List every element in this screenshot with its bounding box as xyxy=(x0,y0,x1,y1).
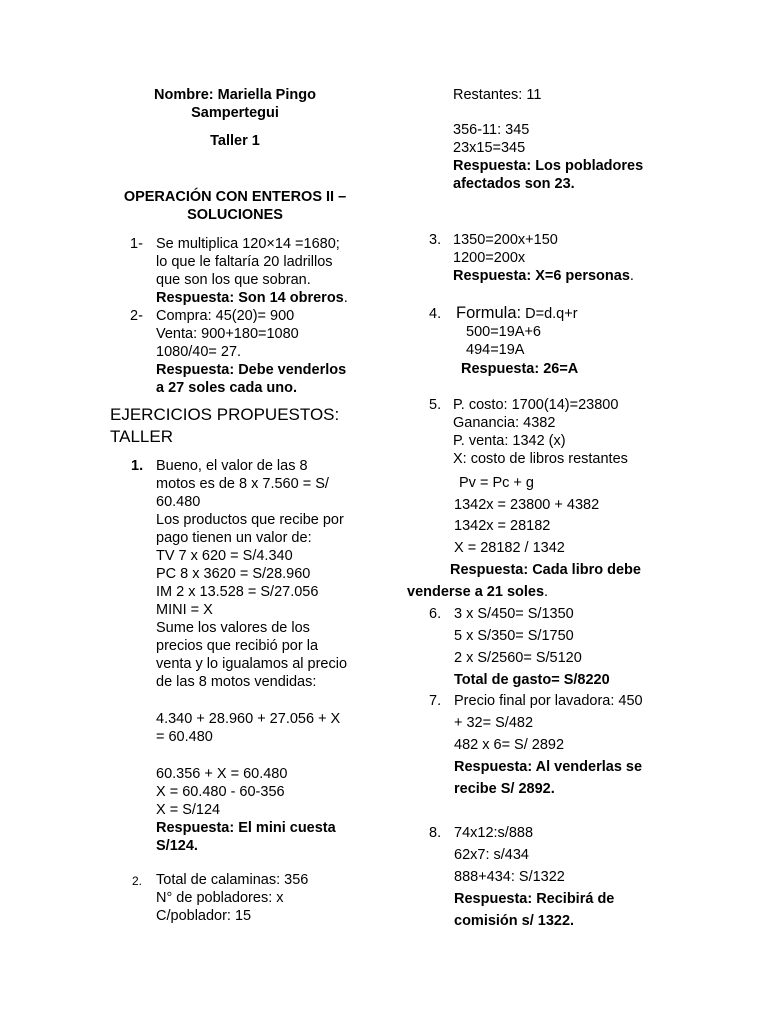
formula-text: D=d.q+r xyxy=(521,306,578,322)
exercise-text xyxy=(453,121,643,193)
text-line: Sume los valores de los xyxy=(156,620,310,636)
answer-text: afectados son 23. xyxy=(453,176,575,192)
equation-line: 1342x = 23800 + 4382 xyxy=(454,497,600,513)
text-line: Los productos que recibe por xyxy=(156,512,344,528)
section-title-line1: OPERACIÓN CON ENTEROS II – xyxy=(123,189,347,205)
text-line: Venta: 900+180=1080 xyxy=(156,326,299,342)
text-line: Bueno, el valor de las 8 xyxy=(156,458,308,474)
answer-text: comisión s/ 1322. xyxy=(454,913,575,929)
text-line: venta y lo igualamos al precio xyxy=(156,656,348,672)
text-line: Ganancia: 4382 xyxy=(453,415,556,431)
equation-line: 1342x = 28182 xyxy=(454,518,551,534)
equation-line: X = 28182 / 1342 xyxy=(454,540,565,556)
heading-line: TALLER xyxy=(110,427,173,446)
answer-text: Respuesta: Los pobladores xyxy=(453,158,644,174)
list-number: 7. xyxy=(429,693,442,709)
text-line: 74x12:s/888 xyxy=(454,825,534,841)
exercise-text xyxy=(453,396,628,468)
exercise-text xyxy=(453,231,634,285)
text-line: precios que recibió por la xyxy=(156,638,319,654)
answer-text: Respuesta: Al venderlas se xyxy=(454,759,643,775)
text-line: Compra: 45(20)= 900 xyxy=(156,308,295,324)
equation-block-1 xyxy=(156,710,340,746)
exercise-text xyxy=(156,871,308,925)
equation-line: X = S/124 xyxy=(156,802,221,818)
text-line: 494=19A xyxy=(466,342,525,358)
text-line: 482 x 6= S/ 2892 xyxy=(454,737,565,753)
section-title-line2: SOLUCIONES xyxy=(187,207,283,223)
text-line: 1080/40= 27. xyxy=(156,344,242,360)
answer-text: Total de gasto= S/8220 xyxy=(454,672,610,688)
formula-line xyxy=(456,303,578,324)
text-line: IM 2 x 13.528 = S/27.056 xyxy=(156,584,319,600)
taller-label: Taller 1 xyxy=(210,133,260,149)
answer-text: venderse a 21 soles xyxy=(407,584,545,600)
text-line: que son los que sobran. xyxy=(156,272,311,288)
text-line: P. costo: 1700(14)=23800 xyxy=(453,397,619,413)
answer-period: . xyxy=(544,584,549,600)
list-number: 1- xyxy=(130,236,143,252)
text-line: motos es de 8 x 7.560 = S/ xyxy=(156,476,329,492)
answer-period: . xyxy=(343,290,348,306)
answer-period: . xyxy=(629,268,634,284)
list-number: 1. xyxy=(131,458,144,474)
text-line: X: costo de libros restantes xyxy=(453,451,628,467)
text-line: 60.480 xyxy=(156,494,201,510)
formula-line: Pv = Pc + g xyxy=(459,475,534,491)
answer-text: Respuesta: X=6 personas xyxy=(453,268,630,284)
list-number: 2- xyxy=(130,308,143,324)
text-line: P. venta: 1342 (x) xyxy=(453,433,566,449)
answer-text: Respuesta: Son 14 obreros xyxy=(156,290,344,306)
text-line: PC 8 x 3620 = S/28.960 xyxy=(156,566,311,582)
answer-text: S/124. xyxy=(156,838,198,854)
text-line: lo que le faltaría 20 ladrillos xyxy=(156,254,333,270)
text-line: Total de calaminas: 356 xyxy=(156,872,309,888)
equation-line: = 60.480 xyxy=(156,729,213,745)
solution-text xyxy=(156,307,346,397)
answer-text: Respuesta: 26=A xyxy=(461,361,579,377)
answer-text: Respuesta: Recibirá de xyxy=(454,891,615,907)
exercise-text xyxy=(156,457,347,691)
answer-text: Respuesta: Cada libro debe xyxy=(450,562,641,578)
proposed-heading xyxy=(110,404,339,448)
answer-text: Respuesta: El mini cuesta xyxy=(156,820,336,836)
text-line: 3 x S/450= S/1350 xyxy=(454,606,574,622)
text-line: Restantes: 11 xyxy=(453,87,542,103)
list-number: 4. xyxy=(429,306,442,322)
text-line: TV 7 x 620 = S/4.340 xyxy=(156,548,293,564)
list-number: 3. xyxy=(429,232,442,248)
text-line: 62x7: s/434 xyxy=(454,847,529,863)
author-name-line1: Nombre: Mariella Pingo xyxy=(154,87,316,103)
text-line: N° de pobladores: x xyxy=(156,890,284,906)
exercise-text xyxy=(466,323,541,359)
formula-label: Formula: xyxy=(456,304,522,322)
answer-text: a 27 soles cada uno. xyxy=(156,380,298,396)
text-line: Se multiplica 120×14 =1680; xyxy=(156,236,340,252)
answer-text: recibe S/ 2892. xyxy=(454,781,555,797)
equation-line: X = 60.480 - 60-356 xyxy=(156,784,285,800)
list-number: 6. xyxy=(429,606,442,622)
list-number: 8. xyxy=(429,825,442,841)
answer-text-line2 xyxy=(407,583,548,601)
equation-line: 4.340 + 28.960 + 27.056 + X xyxy=(156,711,341,727)
text-line: de las 8 motos vendidas: xyxy=(156,674,317,690)
text-line: 23x15=345 xyxy=(453,140,526,156)
list-number: 2. xyxy=(132,874,143,888)
equation-block-2 xyxy=(156,765,336,855)
text-line: 1350=200x+150 xyxy=(453,232,558,248)
text-line: Precio final por lavadora: 450 xyxy=(454,693,643,709)
solution-text xyxy=(156,235,348,307)
answer-text: Respuesta: Debe venderlos xyxy=(156,362,347,378)
text-line: C/poblador: 15 xyxy=(156,908,252,924)
text-line: MINI = X xyxy=(156,602,213,618)
text-line: pago tienen un valor de: xyxy=(156,530,312,546)
equation-line: 60.356 + X = 60.480 xyxy=(156,766,288,782)
text-line: 888+434: S/1322 xyxy=(454,869,565,885)
text-line: + 32= S/482 xyxy=(454,715,534,731)
text-line: 500=19A+6 xyxy=(466,324,541,340)
author-name-line2: Sampertegui xyxy=(191,105,279,121)
text-line: 5 x S/350= S/1750 xyxy=(454,628,574,644)
text-line: 1200=200x xyxy=(453,250,526,266)
heading-line: EJERCICIOS PROPUESTOS: xyxy=(110,405,340,424)
list-number: 5. xyxy=(429,397,442,413)
text-line: 356-11: 345 xyxy=(453,122,530,138)
text-line: 2 x S/2560= S/5120 xyxy=(454,650,582,666)
